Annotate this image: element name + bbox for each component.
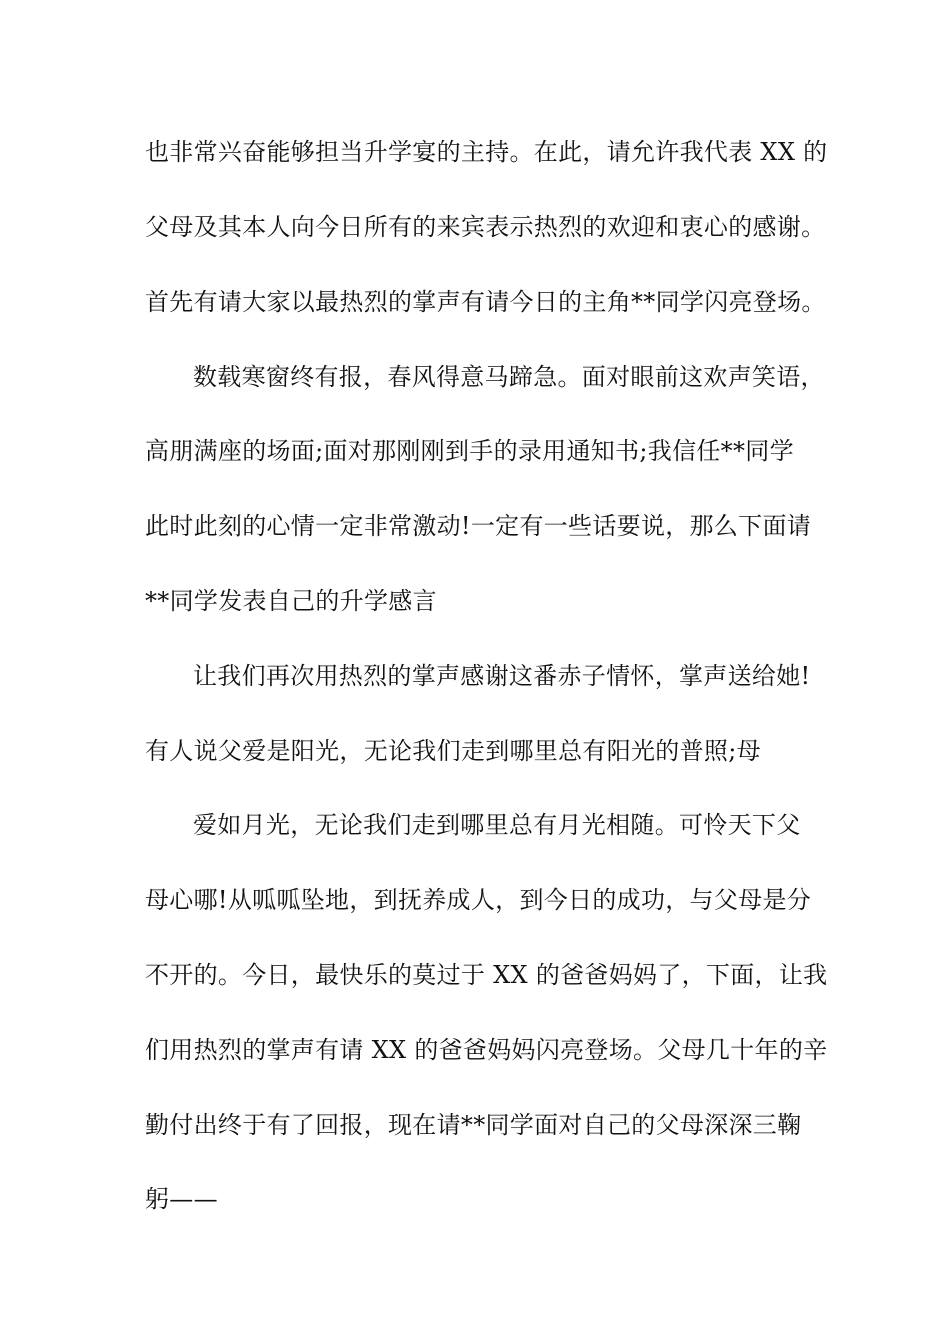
text-line: 也非常兴奋能够担当升学宴的主持。在此，请允许我代表 XX 的 bbox=[145, 138, 828, 166]
paragraph-first-line: 让我们再次用热烈的掌声感谢这番赤子情怀，掌声送给她! bbox=[193, 662, 811, 690]
text-line: 有人说父爱是阳光，无论我们走到哪里总有阳光的普照;母 bbox=[145, 737, 761, 765]
paragraph-first-line: 数载寒窗终有报，春风得意马蹄急。面对眼前这欢声笑语， bbox=[193, 363, 825, 391]
text-line: 高朋满座的场面;面对那刚刚到手的录用通知书;我信任**同学 bbox=[145, 437, 794, 465]
text-line: 此时此刻的心情一定非常激动!一定有一些话要说，那么下面请 bbox=[145, 512, 812, 540]
text-line: 不开的。今日，最快乐的莫过于 XX 的爸爸妈妈了，下面，让我 bbox=[145, 961, 828, 989]
text-line: 父母及其本人向今日所有的来宾表示热烈的欢迎和衷心的感谢。 bbox=[145, 213, 826, 241]
text-line: 首先有请大家以最热烈的掌声有请今日的主角**同学闪亮登场。 bbox=[145, 288, 826, 316]
text-line: 们用热烈的掌声有请 XX 的爸爸妈妈闪亮登场。父母几十年的辛 bbox=[145, 1036, 828, 1064]
text-line: 勤付出终于有了回报，现在请**同学面对自己的父母深深三鞠 bbox=[145, 1111, 802, 1139]
paragraph-first-line: 爱如月光，无论我们走到哪里总有月光相随。可怜天下父 bbox=[193, 811, 801, 839]
text-line: **同学发表自己的升学感言 bbox=[145, 587, 437, 615]
text-line: 母心哪!从呱呱坠地，到抚养成人，到今日的成功，与父母是分 bbox=[145, 886, 812, 914]
text-line: 躬—— bbox=[145, 1185, 218, 1213]
